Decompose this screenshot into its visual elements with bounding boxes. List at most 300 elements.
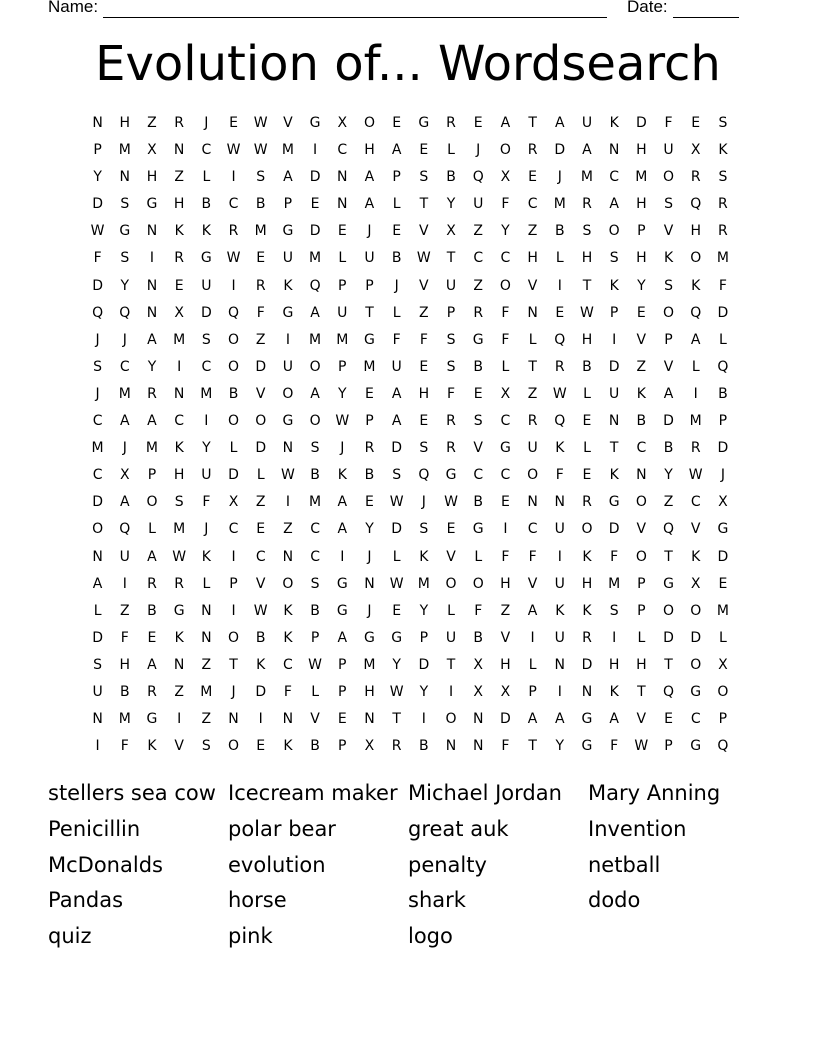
grid-cell: U <box>391 358 402 375</box>
grid-row <box>84 273 737 300</box>
grid-cell: O <box>472 575 484 592</box>
word-list <box>48 776 768 955</box>
grid-cell: Y <box>338 385 347 402</box>
grid-cell: Q <box>663 683 675 700</box>
grid-cell: G <box>119 223 131 240</box>
grid-cell: K <box>691 548 701 565</box>
grid-cell: F <box>419 331 428 348</box>
grid-cell: I <box>693 385 698 402</box>
grid-cell: M <box>118 385 131 402</box>
grid-cell: G <box>364 331 375 348</box>
grid-cell: K <box>691 277 701 294</box>
date-line[interactable] <box>673 0 739 18</box>
grid-cell: F <box>202 494 211 511</box>
grid-cell: W <box>389 494 404 511</box>
grid-cell: E <box>256 250 266 267</box>
grid-cell: C <box>119 358 130 375</box>
grid-cell: C <box>690 711 701 728</box>
grid-cell: W <box>389 575 404 592</box>
grid-cell: K <box>283 277 293 294</box>
grid-cell: K <box>201 548 211 565</box>
grid-cell: O <box>635 548 647 565</box>
grid-cell: U <box>581 115 593 131</box>
grid-cell: C <box>500 467 511 484</box>
grid-cell: A <box>391 142 402 159</box>
grid-cell: K <box>555 602 565 619</box>
grid-cell: U <box>282 358 294 375</box>
grid-cell: M <box>173 331 186 348</box>
grid-cell: G <box>391 629 403 646</box>
grid-cell: M <box>118 711 131 728</box>
grid-cell: N <box>201 629 212 646</box>
grid-cell: O <box>282 385 294 402</box>
grid-cell: I <box>313 142 318 159</box>
grid-cell: P <box>147 467 157 484</box>
grid-cell: N <box>472 711 484 728</box>
grid-cell: G <box>445 467 457 484</box>
grid-cell: F <box>501 196 510 213</box>
grid-cell: E <box>636 304 646 321</box>
grid-cell: Q <box>418 467 430 484</box>
grid-cell: I <box>122 575 127 592</box>
grid-cell: M <box>200 385 213 402</box>
grid-cell: F <box>555 467 564 484</box>
grid-cell: M <box>580 169 594 186</box>
grid-cell: S <box>664 196 673 213</box>
grid-cell: M <box>254 223 267 240</box>
grid-cell: T <box>446 656 456 673</box>
grid-cell: P <box>283 196 293 213</box>
grid-cell: W <box>580 304 594 321</box>
grid-cell: C <box>527 196 538 213</box>
grid-row <box>84 164 737 191</box>
grid-cell: Z <box>473 223 484 240</box>
grid-cell: G <box>499 440 511 457</box>
grid-cell: I <box>285 494 290 511</box>
grid-cell: Q <box>119 304 131 321</box>
grid-cell: B <box>364 467 375 484</box>
grid-cell: H <box>500 575 511 592</box>
grid-cell: R <box>446 413 456 430</box>
grid-cell: H <box>581 250 593 267</box>
grid-cell: S <box>256 169 266 186</box>
grid-cell: K <box>174 629 184 646</box>
grid-cell: D <box>663 629 674 646</box>
grid-cell: H <box>636 250 647 267</box>
grid-cell: E <box>582 467 592 484</box>
grid-cell: H <box>636 142 647 159</box>
grid-cell: D <box>717 440 729 457</box>
grid-cell: O <box>282 575 294 592</box>
grid-cell: G <box>282 304 294 321</box>
grid-cell: I <box>421 711 426 728</box>
grid-cell: T <box>446 250 456 267</box>
grid-cell: K <box>609 115 619 131</box>
grid-cell: G <box>336 575 348 592</box>
grid-cell: I <box>557 683 562 700</box>
grid-cell: C <box>92 467 103 484</box>
name-field[interactable] <box>48 0 607 18</box>
grid-cell: Y <box>419 683 429 700</box>
grid-cell: B <box>255 196 266 213</box>
grid-cell: L <box>202 169 211 186</box>
grid-cell: K <box>174 223 184 240</box>
grid-cell: M <box>716 250 729 267</box>
grid-cell: N <box>608 413 620 430</box>
grid-cell: R <box>473 304 484 321</box>
grid-cell: U <box>609 385 620 402</box>
grid-cell: H <box>608 656 620 673</box>
grid-cell: S <box>582 223 592 240</box>
grid-row <box>84 300 737 327</box>
grid-cell: R <box>527 142 538 159</box>
grid-cell: C <box>337 142 348 159</box>
grid-cell: Z <box>419 304 429 321</box>
grid-cell: E <box>256 521 266 538</box>
grid-cell: M <box>145 440 159 457</box>
grid-cell: F <box>120 738 129 755</box>
grid-cell: I <box>231 277 236 294</box>
grid-cell: B <box>310 738 320 755</box>
grid-cell: E <box>310 196 320 213</box>
grid-cell: N <box>282 440 294 457</box>
grid-cell: K <box>663 250 674 267</box>
grid-cell: J <box>421 494 426 511</box>
grid-cell: H <box>418 385 430 402</box>
grid-cell: V <box>255 385 266 402</box>
grid-cell: T <box>528 115 537 131</box>
grid-cell: D <box>391 440 403 457</box>
grid-cell: N <box>608 142 620 159</box>
grid-cell: P <box>338 683 347 700</box>
grid-cell: O <box>690 656 702 673</box>
grid-cell: E <box>392 115 402 131</box>
grid-cell: A <box>337 521 348 538</box>
grid-cell: E <box>392 602 402 619</box>
grid-cell: P <box>338 277 347 294</box>
grid-cell: S <box>609 250 619 267</box>
grid-cell: Z <box>147 115 157 131</box>
grid-cell: I <box>340 548 345 565</box>
grid-cell: O <box>363 115 375 131</box>
grid-cell: K <box>283 629 293 646</box>
grid-cell: I <box>95 738 100 755</box>
grid-cell: M <box>200 683 213 700</box>
grid-cell: I <box>258 711 263 728</box>
grid-cell: E <box>582 413 592 430</box>
grid-row <box>84 191 737 218</box>
grid-cell: A <box>119 413 130 430</box>
grid-cell: T <box>664 656 673 673</box>
grid-cell: U <box>337 304 348 321</box>
grid-cell: R <box>690 169 701 186</box>
grid-cell: X <box>174 304 184 321</box>
grid-cell: E <box>419 142 429 159</box>
grid-cell: C <box>283 656 293 673</box>
grid-cell: F <box>528 548 537 565</box>
grid-cell: X <box>718 656 728 673</box>
grid-cell: G <box>472 521 484 538</box>
grid-cell: R <box>690 440 701 457</box>
grid-cell: Z <box>201 656 212 673</box>
grid-cell: D <box>255 440 267 457</box>
word-list-item: dodo <box>588 888 641 913</box>
grid-cell: O <box>228 413 240 430</box>
date-label: Date: <box>627 0 668 16</box>
grid-cell: F <box>93 250 102 267</box>
grid-cell: C <box>473 467 484 484</box>
grid-cell: F <box>718 277 727 294</box>
grid-cell: R <box>554 358 565 375</box>
grid-row <box>84 733 737 760</box>
grid-cell: C <box>500 413 511 430</box>
grid-cell: F <box>283 683 292 700</box>
grid-cell: H <box>500 656 511 673</box>
grid-cell: E <box>473 385 483 402</box>
grid-cell: Y <box>637 277 646 294</box>
grid-cell: L <box>474 548 483 565</box>
grid-cell: K <box>283 602 293 619</box>
grid-cell: X <box>500 385 511 402</box>
grid-cell: A <box>527 602 538 619</box>
grid-cell: V <box>419 223 429 240</box>
grid-cell: J <box>720 467 725 484</box>
grid-cell: O <box>608 223 620 240</box>
grid-row <box>84 354 737 381</box>
grid-cell: M <box>363 656 376 673</box>
grid-cell: X <box>690 142 701 159</box>
grid-cell: X <box>337 115 348 131</box>
grid-cell: S <box>93 358 103 375</box>
grid-cell: N <box>282 711 294 728</box>
grid-cell: D <box>717 304 729 321</box>
grid-cell: R <box>527 413 538 430</box>
grid-cell: I <box>177 711 182 728</box>
grid-row <box>84 706 737 733</box>
grid-cell: R <box>446 440 456 457</box>
grid-cell: X <box>446 223 456 240</box>
grid-cell: Z <box>119 602 130 619</box>
word-list-item: netball <box>588 852 661 877</box>
grid-cell: R <box>446 115 456 131</box>
grid-cell: N <box>527 494 538 511</box>
grid-cell: R <box>582 196 592 213</box>
grid-cell: Z <box>201 711 212 728</box>
grid-cell: F <box>610 548 619 565</box>
grid-cell: K <box>609 683 619 700</box>
grid-cell: E <box>691 115 701 131</box>
grid-cell: O <box>228 738 240 755</box>
grid-cell: O <box>499 142 511 159</box>
grid-cell: Z <box>255 331 266 348</box>
name-label: Name: <box>48 0 99 16</box>
grid-cell: N <box>173 385 185 402</box>
grid-cell: L <box>691 358 700 375</box>
grid-row <box>84 516 737 543</box>
grid-cell: B <box>718 385 728 402</box>
grid-cell: T <box>528 358 537 375</box>
grid-cell: D <box>418 656 430 673</box>
grid-cell: F <box>474 602 483 619</box>
grid-cell: E <box>555 304 565 321</box>
word-list-item: stellers sea cow <box>48 781 216 805</box>
date-field[interactable] <box>627 0 739 18</box>
grid-cell: L <box>392 196 401 213</box>
grid-cell: K <box>147 738 157 755</box>
grid-cell: Z <box>174 683 184 700</box>
grid-cell: A <box>147 413 157 430</box>
grid-cell: A <box>92 575 103 592</box>
word-list-item: Invention <box>588 816 687 841</box>
grid-cell: G <box>581 738 593 755</box>
grid-cell: U <box>445 629 457 646</box>
grid-cell: E <box>392 223 402 240</box>
grid-cell: O <box>527 467 539 484</box>
grid-cell: R <box>228 223 239 240</box>
word-list-item: shark <box>408 888 466 913</box>
grid-cell: M <box>336 331 349 348</box>
grid-cell: A <box>690 331 701 348</box>
grid-cell: N <box>636 467 647 484</box>
grid-cell: L <box>202 575 211 592</box>
grid-cell: D <box>391 521 403 538</box>
grid-cell: Z <box>255 494 266 511</box>
grid-cell: A <box>283 169 293 186</box>
grid-cell: T <box>365 304 374 321</box>
grid-cell: O <box>255 413 267 430</box>
grid-cell: P <box>637 602 646 619</box>
grid-cell: S <box>201 738 211 755</box>
grid-cell: A <box>663 385 674 402</box>
grid-cell: D <box>309 169 321 186</box>
grid-cell: Z <box>174 169 184 186</box>
grid-cell: P <box>637 575 646 592</box>
grid-cell: W <box>444 494 458 511</box>
grid-cell: S <box>392 467 402 484</box>
word-list-item: horse <box>228 888 287 913</box>
grid-cell: Q <box>472 169 484 186</box>
grid-row <box>84 137 737 164</box>
grid-cell: O <box>309 358 321 375</box>
grid-cell: H <box>119 656 131 673</box>
grid-cell: B <box>446 169 456 186</box>
name-line[interactable] <box>103 0 607 18</box>
grid-cell: R <box>718 196 728 213</box>
grid-cell: G <box>581 711 593 728</box>
grid-cell: R <box>255 277 266 294</box>
grid-cell: H <box>119 115 131 131</box>
grid-cell: N <box>92 115 103 131</box>
grid-cell: Y <box>419 602 429 619</box>
grid-cell: J <box>367 548 372 565</box>
grid-cell: F <box>501 738 510 755</box>
grid-cell: E <box>365 385 374 402</box>
grid-cell: J <box>95 385 100 402</box>
grid-cell: D <box>500 711 511 728</box>
grid-cell: T <box>637 683 646 700</box>
grid-cell: B <box>255 629 266 646</box>
grid-cell: L <box>311 683 319 700</box>
grid-cell: A <box>609 196 619 213</box>
grid-cell: A <box>364 196 375 213</box>
grid-cell: K <box>582 548 592 565</box>
grid-cell: A <box>554 711 565 728</box>
grid-cell: X <box>364 738 375 755</box>
grid-cell: W <box>280 467 295 484</box>
grid-cell: F <box>501 304 510 321</box>
grid-cell: K <box>174 440 184 457</box>
grid-cell: L <box>148 521 156 538</box>
grid-cell: J <box>122 331 127 348</box>
grid-cell: B <box>473 629 484 646</box>
grid-cell: R <box>391 738 402 755</box>
grid-cell: H <box>173 196 185 213</box>
word-list-item: evolution <box>228 852 326 877</box>
grid-cell: M <box>309 331 322 348</box>
grid-cell: Y <box>501 223 510 240</box>
grid-cell: U <box>445 277 457 294</box>
grid-cell: N <box>92 711 103 728</box>
word-list-item: Penicillin <box>48 816 141 841</box>
grid-cell: M <box>309 494 322 511</box>
grid-cell: X <box>500 169 511 186</box>
grid-cell: M <box>281 142 294 159</box>
grid-cell: B <box>147 602 157 619</box>
grid-cell: P <box>365 413 374 430</box>
grid-cell: V <box>636 521 647 538</box>
grid-cell: A <box>500 115 511 131</box>
grid-cell: I <box>557 277 562 294</box>
grid-cell: D <box>200 304 212 321</box>
grid-cell: D <box>255 358 267 375</box>
grid-cell: H <box>581 331 593 348</box>
grid-cell: S <box>310 440 320 457</box>
grid-row <box>84 381 737 408</box>
grid-cell: A <box>337 494 348 511</box>
grid-cell: D <box>554 142 566 159</box>
grid-cell: R <box>147 683 157 700</box>
word-list-item: logo <box>408 924 453 949</box>
grid-cell: D <box>690 629 702 646</box>
grid-cell: S <box>120 250 130 267</box>
grid-cell: V <box>419 277 429 294</box>
grid-cell: Q <box>554 413 566 430</box>
grid-cell: I <box>231 169 236 186</box>
grid-cell: D <box>608 521 620 538</box>
grid-cell: U <box>663 142 674 159</box>
grid-cell: G <box>608 494 620 511</box>
grid-cell: Y <box>120 277 130 294</box>
grid-cell: P <box>446 304 456 321</box>
grid-cell: R <box>174 250 185 267</box>
grid-cell: M <box>173 521 186 538</box>
grid-cell: T <box>609 440 619 457</box>
grid-cell: A <box>310 304 320 321</box>
grid-cell: Q <box>717 738 729 755</box>
grid-cell: U <box>201 467 212 484</box>
grid-cell: G <box>282 413 294 430</box>
grid-cell: E <box>174 277 184 294</box>
grid-cell: S <box>664 277 673 294</box>
grid-cell: M <box>363 358 376 375</box>
grid-cell: S <box>718 169 728 186</box>
grid-cell: T <box>664 548 673 565</box>
grid-cell: H <box>636 196 647 213</box>
grid-row <box>84 435 737 462</box>
grid-cell: N <box>282 548 294 565</box>
grid-cell: W <box>688 467 703 484</box>
grid-cell: L <box>447 602 455 619</box>
